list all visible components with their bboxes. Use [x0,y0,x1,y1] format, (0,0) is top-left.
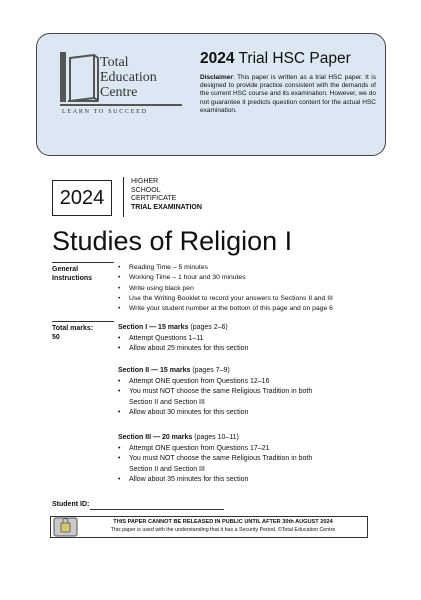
banner-title-year: 2024 [200,50,235,67]
list-item: • Allow about 35 minutes for this section [129,475,312,485]
logo-line-1: Total [100,55,129,70]
total-marks-value: 50 [52,334,60,341]
hsc-line-1: HIGHER [131,178,159,185]
section-1-pages: (pages 2–6) [188,324,228,331]
section-2-title: Section II — 15 marks [118,367,191,374]
general-instructions-list [118,263,333,314]
hsc-divider [123,177,124,217]
total-marks-text: Total marks: [52,325,94,332]
subject-title: Studies of Religion I [52,226,293,256]
exam-year-box: 2024 [52,180,112,216]
list-item: • Write your student number at the bottom of this page and on page 6 [118,304,333,314]
logo-wordmark [100,55,157,100]
list-item: • Reading Time – 5 minutes [118,263,333,273]
security-notice: This paper is used with the understanding that it has a Security Period. ©Total Education Centre [110,527,336,533]
section-3-title: Section III — 20 marks [118,434,193,441]
release-notice: THIS PAPER CANNOT BE RELEASED IN PUBLIC UNTIL AFTER 30th AUGUST 2024 [113,519,333,525]
list-item: • Attempt ONE question from Questions 17–21 [129,444,312,454]
security-seal-icon [53,517,78,537]
banner-title [200,50,351,68]
section-2-pages: (pages 7–9) [190,367,230,374]
hsc-heading [131,178,202,212]
banner-title-text: Trial HSC Paper [238,50,351,67]
section-1-title: Section I — 15 marks [118,324,189,331]
trial-exam-label: TRIAL EXAMINATION [131,203,202,211]
logo-line-3: Centre [100,85,138,100]
total-marks-label [52,324,93,342]
logo-tagline: LEARN TO SUCCEED [62,108,148,115]
logo-divider [60,104,182,106]
general-label-line-2: Instructions [52,275,93,282]
general-divider [52,262,114,263]
list-item: • You must NOT choose the same Religious Tradition in both [129,454,312,464]
hsc-line-3: CERTIFICATE [131,195,177,203]
section-2 [118,366,312,418]
section-3 [118,433,312,485]
list-item-continuation: Section II and Section III [129,465,205,473]
list-item: • Working Time – 1 hour and 30 minutes [118,273,333,283]
disclaimer-label: Disclaimer [200,74,233,81]
total-marks-divider [52,321,114,322]
disclaimer [200,74,376,115]
logo-line-2: Education [100,70,157,85]
section-3-pages: (pages 10–11) [192,434,239,441]
student-id-field[interactable] [90,509,224,510]
list-item: • Attempt Questions 1–11 [129,334,248,344]
list-item: • Attempt ONE question from Questions 12–16 [129,377,312,387]
list-item: • Allow about 30 minutes for this section [129,408,312,418]
list-item: • Allow about 25 minutes for this section [129,344,248,354]
list-item-continuation: Section II and Section III [129,398,205,406]
hsc-line-2: SCHOOL [131,186,161,194]
list-item: • Write using black pen [118,284,333,294]
disclaimer-text: : This paper is written as a trial HSC paper. It is designed to provide practice consistent with the demands of the current HSC course and its examination. However, we do not guarantee it predicts question content for the actual HSC examination. [200,74,376,114]
list-item: • Use the Writing Booklet to record your answers to Sections II and III [118,294,333,304]
section-1 [118,323,248,355]
general-label-line-1: General [52,266,79,273]
student-id-label: Student ID: [52,501,90,508]
general-instructions-label [52,265,112,283]
list-item: • You must NOT choose the same Religious Tradition in both [129,387,312,397]
